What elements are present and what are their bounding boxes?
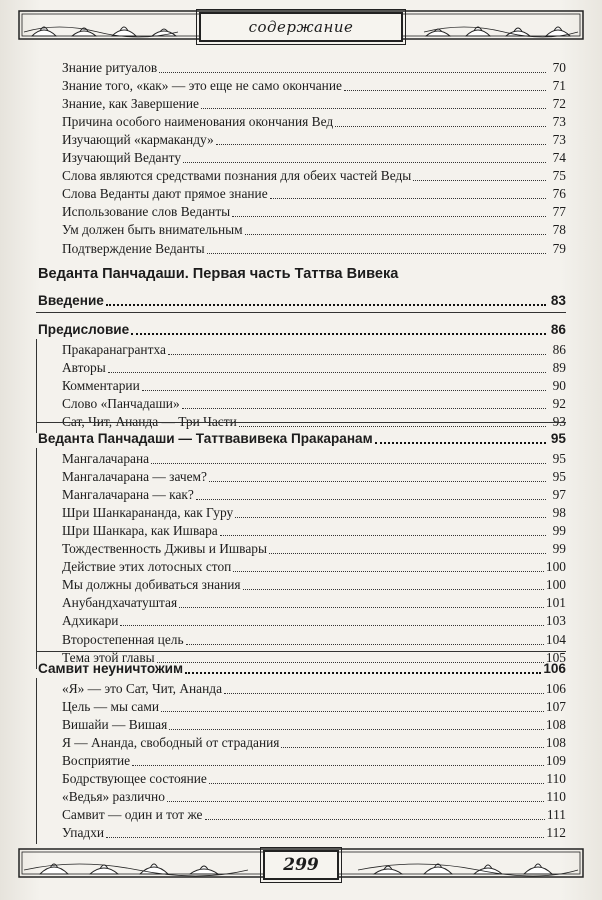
dot-leader [245,234,546,235]
entry-title: Слово «Панчадаши» [62,396,180,412]
dot-leader [269,553,546,554]
entry-title: Анубандхачатуштая [62,595,178,611]
entry-page: 109 [545,753,566,769]
entry-page: 76 [552,186,566,202]
dot-leader [142,390,546,391]
toc-entry[interactable] [62,698,566,716]
entry-page: 78 [552,222,566,238]
toc-entry[interactable] [62,824,566,842]
entry-page: 108 [545,717,566,733]
toc-entry[interactable] [62,504,566,522]
entry-title: Вишайи — Вишая [62,717,168,733]
entry-title: Бодрствующее состояние [62,771,207,787]
entry-page: 99 [552,541,566,557]
entry-title: Ум должен быть внимательным [62,222,243,238]
toc-entry[interactable] [62,221,566,239]
entry-page: 86 [550,322,566,337]
entry-title: Предисловие [38,322,130,337]
entry-page: 112 [546,825,566,841]
entry-title: Мангалачарана [62,451,150,466]
dot-leader [168,354,546,355]
entry-page: 92 [552,396,566,412]
toc-entry[interactable] [62,540,566,558]
toc-entry[interactable] [62,131,566,149]
toc-section[interactable] [38,292,566,310]
dot-leader [151,463,546,464]
toc-entry[interactable] [62,806,566,824]
toc-entry[interactable] [62,167,566,185]
divider [36,651,566,652]
entry-title: Слова Веданты дают прямое знание [62,186,268,202]
divider [36,312,566,313]
entry-page: 103 [545,613,566,629]
toc-entry[interactable] [62,486,566,504]
toc-entry[interactable] [62,576,566,594]
entry-page: 105 [545,649,566,665]
entry-page: 90 [552,378,566,394]
entry-title: Тождественность Дживы и Ишвары [62,541,267,557]
entry-page: 110 [546,771,566,787]
part-title: Веданта Панчадаши. Первая часть Таттва Вивека [38,266,399,282]
dot-leader [169,729,544,730]
entry-page: 100 [545,559,566,575]
entry-title: Пракаранагрантха [62,342,166,357]
dot-leader [201,108,546,109]
toc-entry[interactable] [62,468,566,486]
entry-page: 100 [545,577,566,593]
entry-page: 72 [552,96,566,112]
dot-leader [182,408,546,409]
entry-page: 95 [552,451,566,466]
toc-entry[interactable] [62,788,566,806]
dot-leader [108,372,546,373]
entry-page: 75 [552,168,566,184]
dot-leader [196,499,546,500]
toc-entry[interactable] [62,612,566,630]
entry-title: Мангалачарана — зачем? [62,469,207,485]
dot-leader [185,672,541,674]
dot-leader [159,72,546,73]
toc-entry[interactable] [62,113,566,131]
toc-entry[interactable] [62,522,566,540]
entry-title: Использование слов Веданты [62,204,231,220]
toc-entry[interactable] [62,680,566,698]
entry-title: Знание того, «как» — это еще не само окончание [62,78,342,94]
entry-page: 89 [552,360,566,376]
toc-entry[interactable] [62,450,566,468]
dot-leader [205,819,545,820]
bracket-line [36,678,37,844]
toc-section[interactable] [38,430,566,448]
toc-entry[interactable] [62,95,566,113]
entry-page: 79 [552,240,566,256]
toc-entry[interactable] [62,203,566,221]
entry-page: 110 [546,789,566,805]
dot-leader [106,304,546,306]
entry-title: Второстепенная цель [62,631,184,647]
entry-title: Комментарии [62,378,140,394]
toc-entry[interactable] [62,770,566,788]
entry-page: 83 [550,293,566,308]
entry-title: Сат, Чит, Ананда — Три Части [62,414,237,430]
dot-leader [132,765,544,766]
dot-leader [207,253,546,254]
entry-title: «Ведья» различно [62,789,165,805]
section-title: содержание [199,12,403,42]
entry-title: Мы должны добиваться знания [62,577,241,593]
entry-page: 73 [552,132,566,148]
page-number: 299 [263,850,339,880]
toc-entry[interactable] [62,558,566,576]
entry-title: Авторы [62,360,106,376]
dot-leader [186,644,544,645]
toc-entry[interactable] [62,359,566,377]
toc-entry[interactable] [62,752,566,770]
entry-page: 107 [545,699,566,715]
entry-title: Восприятие [62,753,131,769]
entry-title: «Я» — это Сат, Чит, Ананда [62,681,223,696]
dot-leader [131,333,546,335]
entry-title: Изучающий Веданту [62,150,182,166]
entry-page: 95 [552,469,566,485]
entry-page: 97 [552,487,566,503]
dot-leader [270,198,546,199]
toc-entry[interactable] [62,631,566,649]
dot-leader [209,481,546,482]
entry-page: 74 [552,150,566,166]
dot-leader [375,442,546,444]
bracket-line [36,448,37,669]
divider [36,422,566,423]
dot-leader [235,517,546,518]
dot-leader [161,711,544,712]
entry-title: Действие этих лотосных стоп [62,559,232,575]
dot-leader [344,90,546,91]
toc-entry[interactable] [62,341,566,359]
dot-leader [335,126,546,127]
dot-leader [167,801,545,802]
dot-leader [224,693,544,694]
toc-section[interactable] [38,660,566,678]
toc-entry[interactable] [62,594,566,612]
toc-section[interactable] [38,321,566,339]
dot-leader [220,535,546,536]
entry-page: 99 [552,523,566,539]
dot-leader [232,216,546,217]
entry-title: Адхикари [62,613,119,629]
entry-title: Шри Шанкара, как Ишвара [62,523,218,539]
dot-leader [239,426,546,427]
bracket-line [36,339,37,433]
entry-title: Веданта Панчадаши — Таттвавивека Пракаранам [38,431,373,446]
entry-title: Мангалачарана — как? [62,487,194,503]
dot-leader [233,571,544,572]
dot-leader [183,162,546,163]
toc-entry[interactable] [62,395,566,413]
dot-leader [106,837,544,838]
dot-leader [281,747,543,748]
entry-page: 111 [546,807,566,823]
entry-title: Знание ритуалов [62,60,158,75]
entry-page: 101 [545,595,566,611]
toc-entry[interactable] [62,734,566,752]
toc-entry[interactable] [62,377,566,395]
entry-title: Упадхи [62,825,105,841]
toc-entry[interactable] [62,185,566,203]
toc-entry[interactable] [62,77,566,95]
entry-title: Изучающий «кармаканду» [62,132,214,148]
entry-page: 71 [552,78,566,94]
toc-entry[interactable] [62,716,566,734]
entry-page: 77 [552,204,566,220]
entry-page: 93 [552,414,566,430]
toc-entry[interactable] [62,59,566,77]
entry-page: 73 [552,114,566,130]
dot-leader [209,783,545,784]
entry-title: Знание, как Завершение [62,96,199,112]
footer-ornament [18,846,584,880]
entry-title: Введение [38,293,104,308]
dot-leader [216,144,546,145]
dot-leader [243,589,544,590]
entry-title: Шри Шанкарананда, как Гуру [62,505,234,521]
dot-leader [413,180,546,181]
entry-title: Тема этой главы [62,649,155,665]
entry-page: 106 [545,681,566,696]
entry-page: 86 [552,342,566,357]
entry-page: 104 [545,631,566,647]
entry-page: 98 [552,505,566,521]
entry-title: Самвит — один и тот же [62,807,203,823]
toc-entry[interactable] [62,149,566,167]
entry-title: Самвит неуничтожим [38,661,184,676]
entry-title: Слова являются средствами познания для обеих частей Веды [62,168,412,184]
dot-leader [179,607,544,608]
dot-leader [120,625,543,626]
entry-title: Подтверждение Веданты [62,240,205,256]
entry-title: Причина особого наименования окончания Вед [62,114,334,130]
entry-page: 95 [550,431,566,446]
entry-page: 70 [552,60,566,75]
entry-page: 106 [543,661,566,676]
toc-entry[interactable] [62,240,566,258]
entry-title: Я — Ананда, свободный от страдания [62,735,280,751]
entry-title: Цель — мы сами [62,699,159,715]
entry-page: 108 [545,735,566,751]
